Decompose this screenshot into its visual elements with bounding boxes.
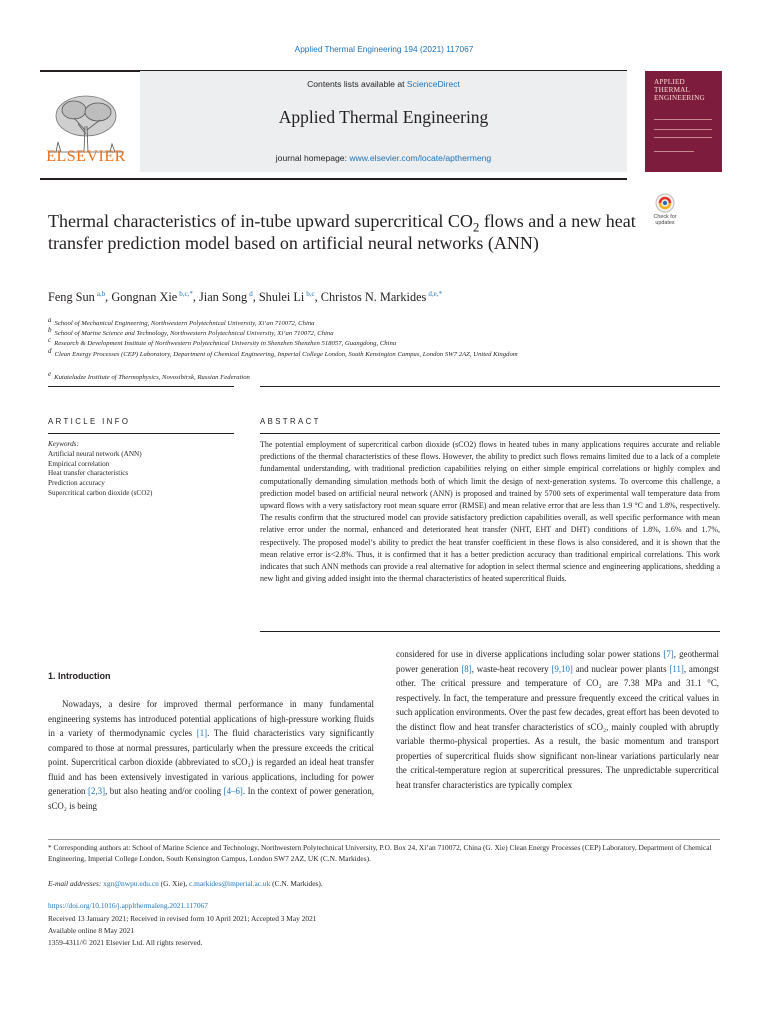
affiliation-mark: b: [48, 326, 52, 334]
title-part: flows and a new heat transfer prediction model based on artificial neural networks (ANN): [48, 211, 636, 253]
author-affiliation-marks[interactable]: d: [249, 289, 253, 298]
check-for-updates-badge[interactable]: [650, 192, 680, 232]
author-separator: ,: [252, 290, 259, 304]
affiliation-text: Kutateladze Institute of Thermophysics, Novosibirsk, Russian Federation: [54, 374, 250, 382]
citation-link[interactable]: [9,10]: [551, 663, 573, 674]
author-separator: ,: [192, 290, 200, 304]
cover-title-line: APPLIED: [654, 78, 685, 86]
journal-title: Applied Thermal Engineering: [278, 107, 489, 127]
email-link[interactable]: c.markides@imperial.ac.uk: [189, 879, 271, 888]
body-text: , amongst other. The critical pressure and temperature of CO₂ are 7.38 MPa and 31.1 °C, respectively. In fact, the temperature and pressure frequently exceed the critical values in such application environments. Over the past few decades, great effort has been devoted to the distinct flow and heat transfer characteristics of sCO₂, mainly coupled with abruptly variable thermo-physical properties. As a result, the basic momentum and transport properties of supercritical fluids show significant non-linear variations particularly near the critical-temperature region at supercritical pressures. The unpredictable supercritical heat transfer characteristics are typically complex: [396, 663, 719, 790]
affiliation-item: [48, 336, 728, 349]
email-label: E-mail addresses:: [48, 879, 104, 888]
article-info-heading: ARTICLE INFO: [48, 417, 131, 426]
corresponding-author-note: * Corresponding authors at: School of Marine Science and Technology, Northwestern Polytechnical University, P.O. Box 24, Xi’an 710072, China (G. Xie) Clean Energy Processes (CEP) Laboratory, Department of Chemical Engineering, Imperial College London, South Kensington Campus, London SW7 2AZ, UK (C.N. Markides).: [48, 843, 712, 864]
elsevier-wordmark: ELSEVIER: [46, 148, 126, 165]
author-name: Feng Sun: [48, 290, 95, 304]
keyword-item: Artificial neural network (ANN): [48, 449, 142, 458]
abstract-heading: ABSTRACT: [260, 417, 321, 426]
contents-line: [140, 79, 627, 89]
author-separator: ,: [314, 290, 321, 304]
section-heading-introduction: 1. Introduction: [48, 671, 111, 681]
title-subscript: 2: [472, 219, 480, 235]
affiliation-text: Clean Energy Processes (CEP) Laboratory, Department of Chemical Engineering, Imperial College London, South Kensington Campus, London SW7 2AZ, United Kingdom: [54, 351, 518, 359]
copyright-notice: 1359-4311/© 2021 Elsevier Ltd. All rights reserved.: [48, 938, 203, 947]
email-owner: (C.N. Markides).: [270, 879, 323, 888]
affiliation-text: Research & Development Institute of Northwestern Polytechnical University in Shenzhen Shenzhen 518057, Guangdong, China: [54, 340, 397, 348]
citation-link[interactable]: [2,3]: [88, 786, 106, 796]
title-part: Thermal characteristics of in-tube upward supercritical CO: [48, 211, 473, 231]
body-text: considered for use in diverse applications including solar power stations: [396, 649, 664, 659]
cover-stripe: [654, 129, 712, 130]
citation-link[interactable]: [11]: [669, 663, 684, 674]
footnote-rule: [48, 839, 720, 840]
check-updates-line: Check for: [653, 214, 677, 220]
header-bottom-rule: [40, 178, 627, 180]
cover-stripe: [654, 119, 712, 120]
body-text: and nuclear power plants: [572, 663, 670, 674]
homepage-link[interactable]: www.elsevier.com/locate/apthermeng: [349, 153, 492, 163]
affiliation-mark: e: [48, 370, 52, 378]
journal-homepage: [140, 153, 627, 163]
article-title: [48, 210, 638, 254]
sciencedirect-link[interactable]: ScienceDirect: [406, 79, 460, 89]
body-text: , but also heating and/or cooling: [105, 786, 224, 796]
abstract-rule: [260, 386, 720, 387]
author-affiliation-marks[interactable]: b,c: [306, 289, 315, 298]
cover-stripe: [654, 151, 694, 152]
citation-link[interactable]: [7]: [663, 649, 674, 659]
author-name: Jian Song: [199, 290, 248, 304]
author-separator: ,: [105, 290, 112, 304]
article-info-rule: [48, 386, 234, 387]
author-name: Gongnan Xie: [111, 290, 178, 304]
journal-reference[interactable]: Applied Thermal Engineering 194 (2021) 117067: [294, 44, 474, 54]
homepage-prefix: journal homepage:: [275, 153, 350, 163]
body-text: . In the context of power generation, sCO₂ is being: [48, 786, 374, 811]
keyword-item: Heat transfer characteristics: [48, 469, 129, 478]
affiliation-text: School of Mechanical Engineering, Northwestern Polytechnical University, Xi’an 710072, China: [54, 320, 315, 328]
author-list: [48, 290, 728, 305]
author-affiliation-marks[interactable]: b,c,*: [179, 289, 193, 298]
cover-title-line: THERMAL: [654, 86, 691, 94]
keyword-item: Prediction accuracy: [48, 479, 105, 488]
author-affiliation-marks[interactable]: a,b: [96, 289, 106, 298]
affiliation-item: [48, 316, 728, 329]
affiliation-item: [48, 326, 728, 339]
journal-cover-thumbnail[interactable]: [645, 71, 722, 172]
body-text: , geothermal power generation: [396, 649, 719, 674]
cover-title: [654, 78, 705, 102]
available-online-date: Available online 8 May 2021: [48, 926, 135, 935]
body-text: . The fluid characteristics vary significantly compared to those at normal pressures, particularly when the pressure exceeds the critical point. Supercritical carbon dioxide (abbreviated to sCO₂) is regarded an ideal heat transfer fluid and has been extensively investigated in various applications, including for power generation: [48, 728, 375, 796]
abstract-divider: [260, 433, 720, 434]
body-text: , waste-heat recovery: [471, 663, 552, 674]
email-owner: (G. Xie),: [158, 879, 189, 888]
affiliation-text: School of Marine Science and Technology, Northwestern Polytechnical University, Xi’an 710072, China: [54, 330, 334, 338]
keywords-label: Keywords:: [48, 440, 79, 448]
article-info-divider: [48, 433, 234, 434]
citation-link[interactable]: [1]: [196, 728, 208, 738]
contents-prefix: Contents lists available at: [307, 79, 407, 89]
body-column-left: [48, 697, 374, 813]
check-updates-line: updates: [655, 220, 675, 226]
affiliation-mark: c: [48, 336, 52, 344]
abstract-text: The potential employment of supercritical carbon dioxide (sCO2) flows in heated tubes in many applications requires accurate and reliable predictions of the thermal characteristics of these flows. However, the ability to predict such flows remains limited due to a lack of a complete fundamental understanding, with traditional prediction capabilities relying on either simple empirical correlations or highly complex and computationally demanding simulation methods both of which limit the design of next-generation systems. To overcome this challenge, a prediction model based on artificial neural network (ANN) is proposed and trained by 5700 sets of experimental wall temperature data from upward flows with a very satisfactory root mean square error (RMSE) and mean relative error that are less than 1.9 °C and 1.8%, respectively. The results confirm that the structured model can provide satisfactory prediction capabilities overall, as well specific performance with mean relative error under the normal, enhanced and deteriorated heat transfer (NHT, EHT and DHT) conditions of 1.8%, 1.6% and 1.7%, respectively. The proposed model’s ability to predict the heat transfer coefficient in these flows is also considered, and it is shown that the mean relative error is<2.8%. Thus, it is confirmed that it has a better prediction accuracy than traditional empirical correlations. This work indicates that such ANN methods can provide a real alternative for adoption in select thermal science and engineering applications, shedding a new light and giving added insight into the thermal characteristics of heated supercritical fluids.: [260, 440, 720, 584]
check-updates-label: [650, 214, 680, 226]
cover-title-line: ENGINEERING: [654, 94, 705, 102]
abstract-end-rule: [260, 631, 720, 632]
affiliation-item: [48, 370, 728, 383]
keyword-item: Empirical correlation: [48, 459, 110, 468]
email-line: [48, 878, 720, 889]
check-updates-icon: [650, 192, 680, 214]
cover-stripe: [654, 137, 712, 138]
author-name: Shulei Li: [258, 290, 305, 304]
author-affiliation-marks[interactable]: d,e,*: [428, 289, 442, 298]
affiliation-item: [48, 347, 728, 360]
citation-link[interactable]: [4–6]: [223, 786, 243, 796]
citation-link[interactable]: [8]: [461, 663, 472, 674]
doi-link[interactable]: https://doi.org/10.1016/j.applthermaleng.2021.117067: [48, 901, 208, 910]
body-text: Nowadays, a desire for improved thermal performance in many fundamental engineering systems has introduced potential applications of high-pressure working fluids in a variety of thermodynamic cycles: [48, 699, 374, 738]
keyword-item: Supercritical carbon dioxide (sCO2): [48, 488, 153, 497]
received-dates: Received 13 January 2021; Received in revised form 10 April 2021; Accepted 3 May 2021: [48, 914, 317, 923]
affiliation-mark: d: [48, 347, 52, 355]
body-column-right: [396, 647, 719, 792]
keywords-block: [48, 440, 234, 499]
author-name: Christos N. Markides: [320, 290, 427, 304]
email-link[interactable]: xgn@nwpu.edu.cn: [103, 879, 159, 888]
affiliation-mark: a: [48, 316, 52, 324]
